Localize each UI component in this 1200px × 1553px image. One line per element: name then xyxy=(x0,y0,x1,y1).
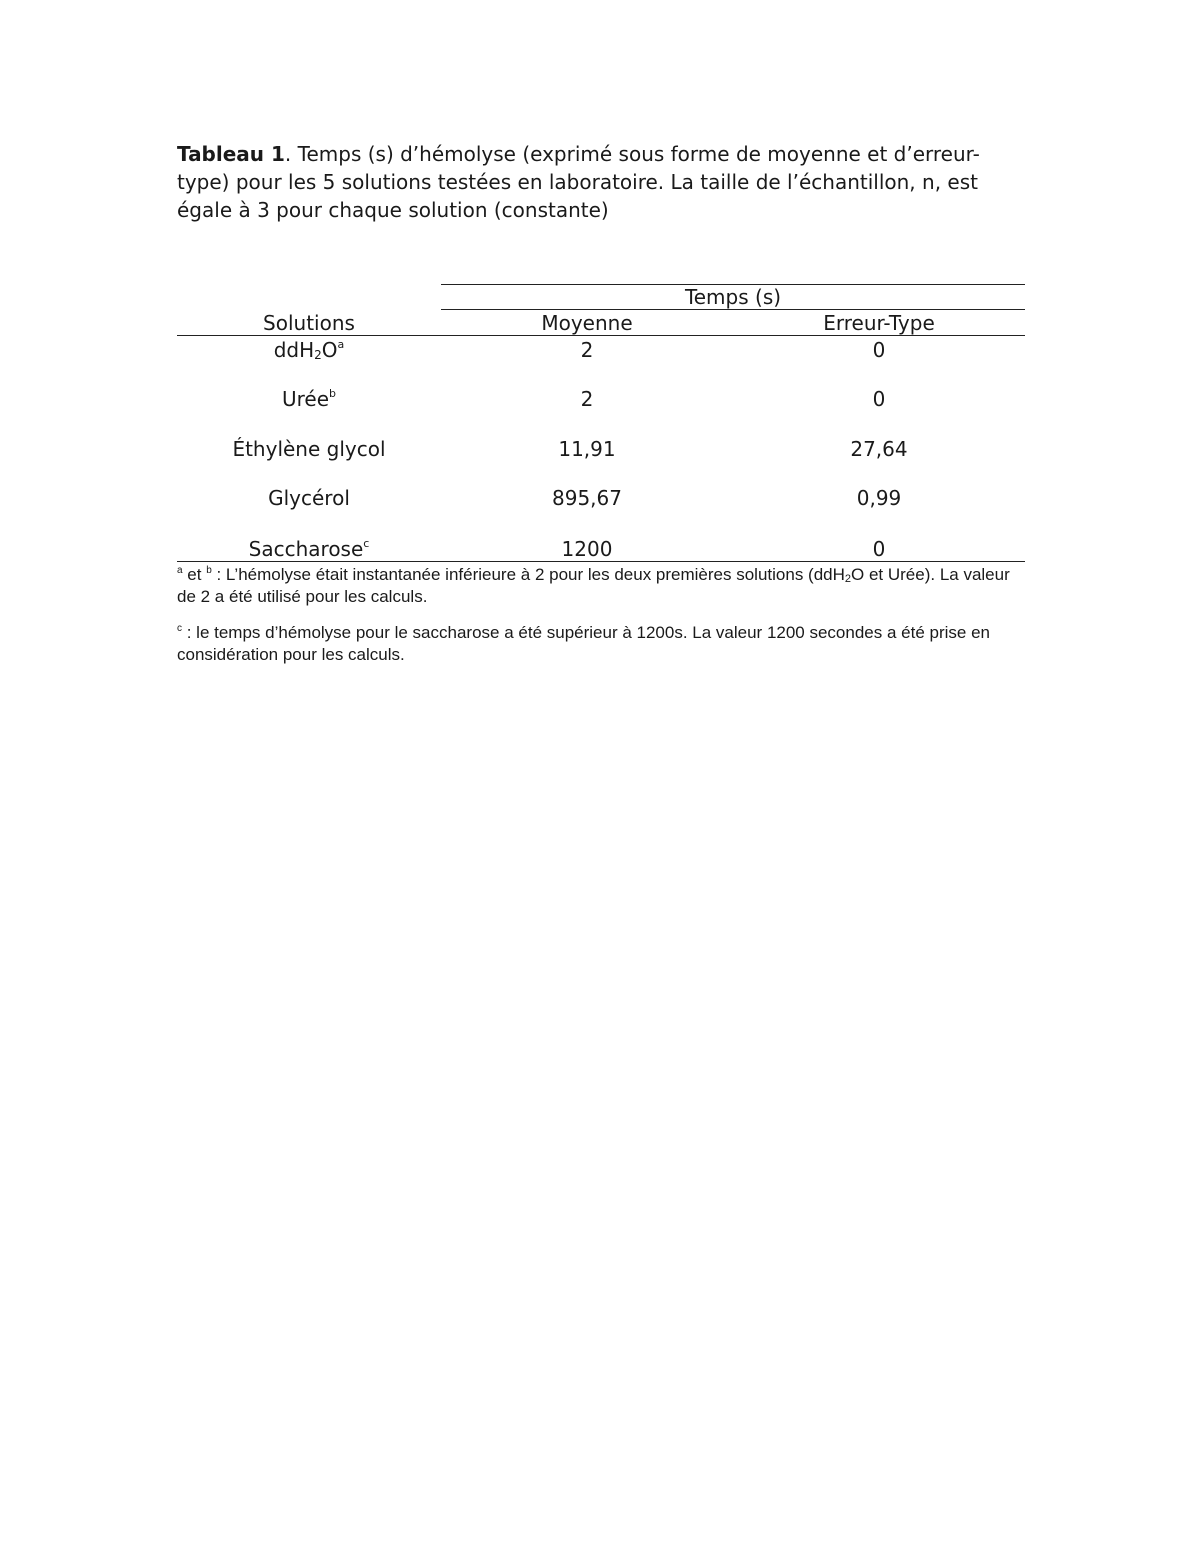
table-row-moyenne: 11,91 xyxy=(558,437,616,461)
results-table xyxy=(177,284,1025,664)
table-row-erreur: 0 xyxy=(872,537,886,561)
header-solutions: Solutions xyxy=(263,311,355,335)
table-row-erreur: 0 xyxy=(872,387,886,411)
table-row-moyenne: 895,67 xyxy=(552,486,622,510)
table-row-moyenne: 1200 xyxy=(561,537,613,561)
table-row-solution: Urée$^b$ xyxy=(281,387,336,411)
table-row-solution: Glycérol xyxy=(268,486,350,510)
table-row-erreur: 27,64 xyxy=(850,437,908,461)
footnote-c: $^c$ : le temps d’hémolyse pour le saccharose a été supérieur à 1200s. La valeur 1200 secondes a été prise en considération pour les calculs. xyxy=(177,623,990,664)
caption-label: Tableau 1 xyxy=(177,142,285,166)
header-temps: Temps (s) xyxy=(684,285,782,309)
table-row-solution: Éthylène glycol xyxy=(232,437,386,461)
table-footnotes xyxy=(177,564,1025,680)
table-row-solution: Saccharose$^c$ xyxy=(248,537,370,561)
footnote-ab: $^a$ et $^b$ : L’hémolyse était instantanée inférieure à 2 pour les deux premières solutions (ddH$_2$O et Urée). La valeur de 2 a été utilisé pour les calculs. xyxy=(177,565,1010,606)
document-page xyxy=(177,140,1025,664)
caption-text: . Temps (s) d’hémolyse (exprimé sous forme de moyenne et d’erreur-type) pour les 5 solutions testées en laboratoire. La taille de l’échantillon, n, est égale à 3 pour chaque solution (constante) xyxy=(177,142,980,222)
header-moyenne: Moyenne xyxy=(541,311,633,335)
table-row-erreur: 0 xyxy=(872,338,886,362)
table-row-moyenne: 2 xyxy=(580,338,594,362)
table-row-solution: $ddH_2O^a$ xyxy=(273,338,345,362)
header-erreur-type: Erreur-Type xyxy=(823,311,935,335)
table-row-moyenne: 2 xyxy=(580,387,594,411)
table-caption xyxy=(177,140,1025,224)
table-row-erreur: 0,99 xyxy=(856,486,902,510)
